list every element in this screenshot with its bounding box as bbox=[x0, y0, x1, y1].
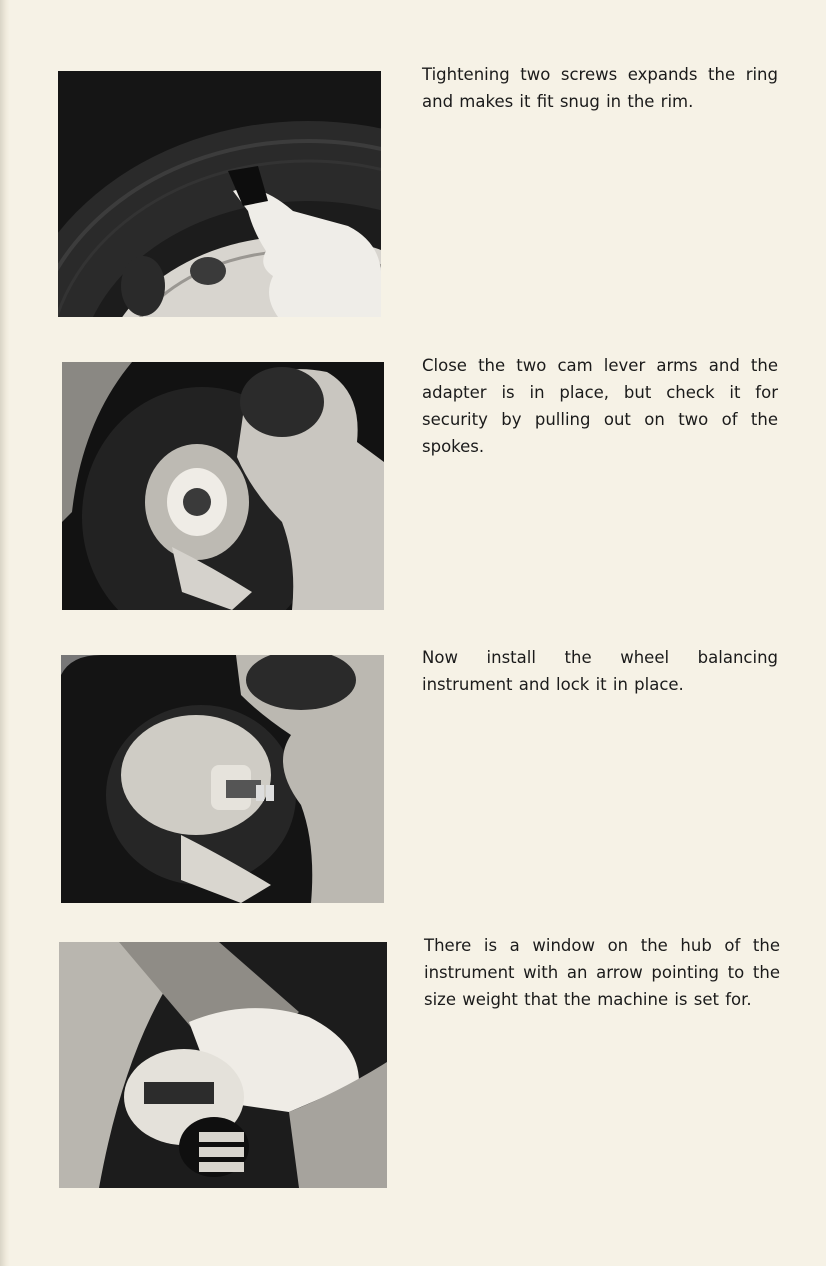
step-3-caption: Now install the wheel balancing instrument and lock it in place. bbox=[422, 648, 778, 694]
step-4-caption: There is a window on the hub of the instrument with an arrow pointing to the size weight that the machine is set for. bbox=[424, 936, 780, 1009]
page-edge bbox=[0, 0, 10, 1266]
balancing-instrument-photo bbox=[61, 655, 384, 903]
step-1-caption: Tightening two screws expands the ring and makes it fit snug in the rim. bbox=[422, 65, 778, 111]
tire-rim-hand-photo bbox=[58, 71, 381, 317]
hub-window-closeup-photo bbox=[59, 942, 387, 1188]
mechanic-adapter-photo bbox=[62, 362, 384, 610]
step-2-caption: Close the two cam lever arms and the adapter is in place, but check it for security by pulling out on two of the spokes. bbox=[422, 356, 778, 456]
